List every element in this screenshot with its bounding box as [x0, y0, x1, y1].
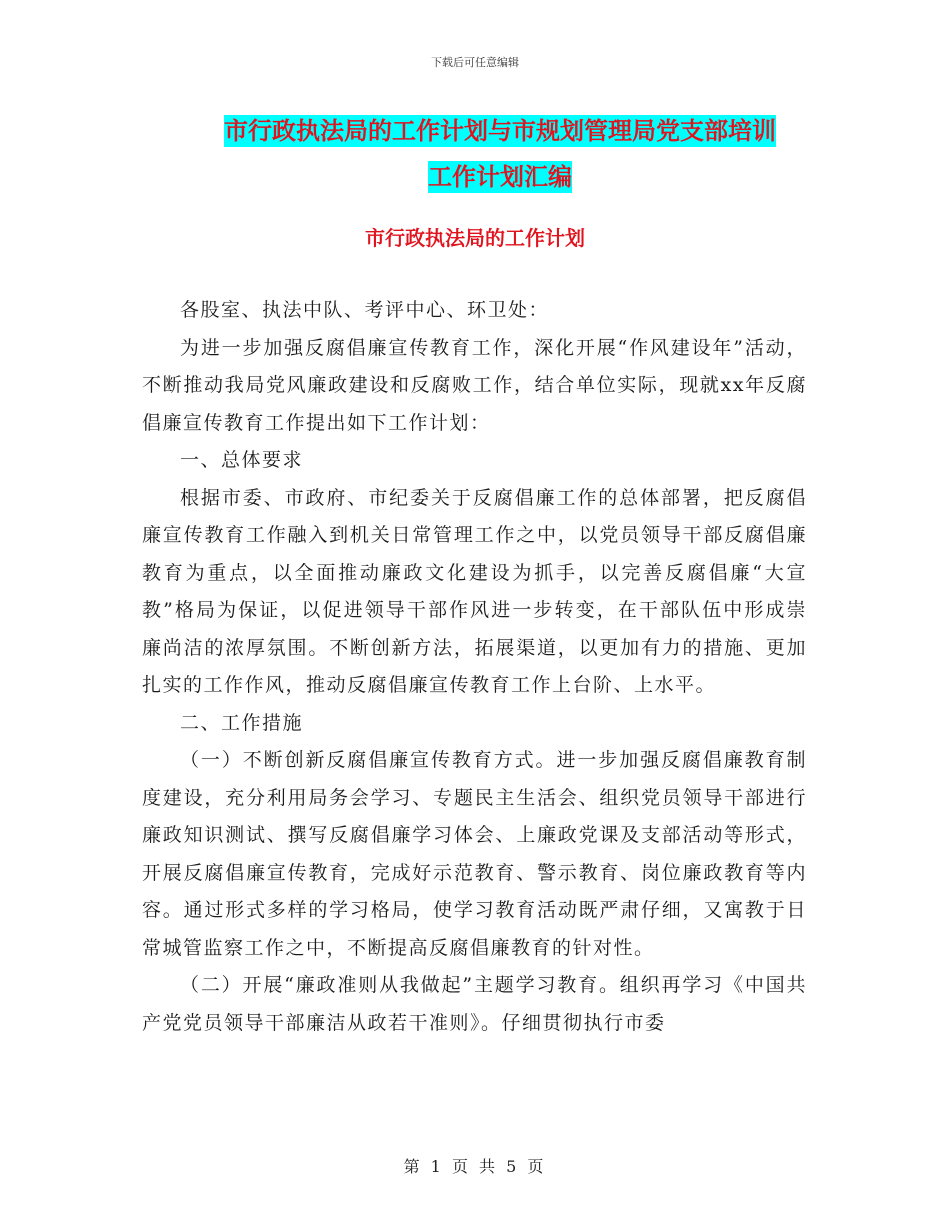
section-title: 市行政执法局的工作计划 — [365, 226, 585, 250]
heading-work-measures: 二、工作措施 — [180, 711, 304, 734]
title-line-2: 工作计划汇编 — [428, 163, 572, 191]
header-note: 下载后可任意编辑 — [431, 56, 519, 69]
paragraph-general-requirements: 根据市委、市政府、市纪委关于反腐倡廉工作的总体部署，把反腐倡廉宣传教育工作融入到机关日常管理工作之中，以党员领导干部反腐倡廉教育为重点，以全面推动廉政文化建设为抓手，以完善反腐倡廉“大宣教”格局为保证，以促进领导干部作风进一步转变，在干部队伍中形成崇廉尚洁的浓厚氛围。不断创新方法，拓展渠道，以更加有力的措施、更加扎实的工作作风，推动反腐倡廉宣传教育工作上台阶、上水平。 — [142, 486, 807, 696]
document-title — [140, 108, 860, 200]
paragraph-measure-1: （一）不断创新反腐倡廉宣传教育方式。进一步加强反腐倡廉教育制度建设，充分利用局务会学习、专题民主生活会、组织党员领导干部进行廉政知识测试、撰写反腐倡廉学习体会、上廉政党课及支部活动等形式，开展反腐倡廉宣传教育，完成好示范教育、警示教育、岗位廉政教育等内容。通过形式多样的学习格局，使学习教育活动既严肃仔细，又寓教于日常城管监察工作之中，不断提高反腐倡廉教育的针对性。 — [142, 749, 807, 959]
document-body — [142, 292, 807, 1042]
heading-general-requirements: 一、总体要求 — [180, 449, 304, 471]
paragraph-intro: 为进一步加强反腐倡廉宣传教育工作，深化开展“作风建设年”活动，不断推动我局党风廉政建设和反腐败工作，结合单位实际，现就xx年反腐倡廉宣传教育工作提出如下工作计划： — [142, 336, 807, 434]
page-number: 第 1 页 共 5 页 — [403, 1157, 547, 1176]
paragraph-measure-2: （二）开展“廉政准则从我做起”主题学习教育。组织再学习《中国共产党党员领导干部廉洁从政若干准则》。仔细贯彻执行市委 — [142, 974, 807, 1034]
title-line-1: 市行政执法局的工作计划与市规划管理局党支部培训 — [224, 117, 776, 145]
paragraph-addressee: 各股室、执法中队、考评中心、环卫处： — [180, 299, 550, 321]
